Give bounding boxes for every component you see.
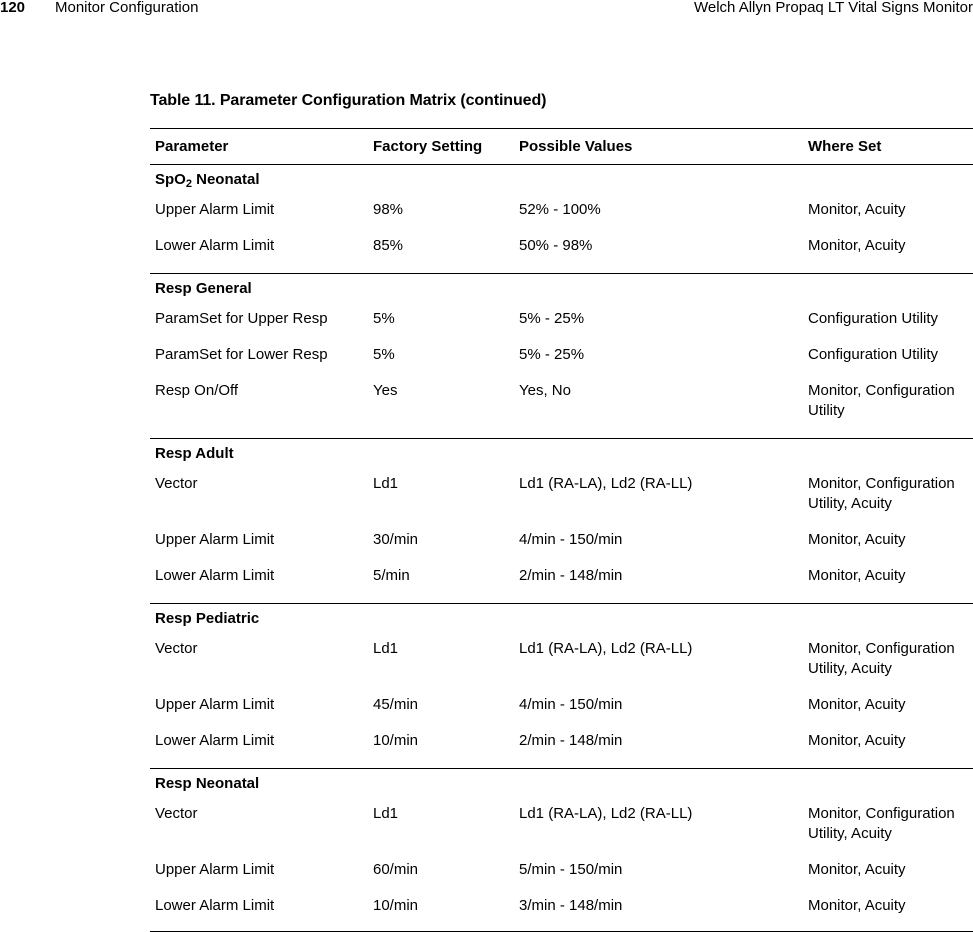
group-title-text: Resp Pediatric [155, 610, 260, 627]
table-group [150, 604, 973, 769]
table-row [150, 340, 973, 376]
table-row [150, 525, 973, 561]
cell-possible-values: 4/min - 150/min [519, 696, 623, 713]
table-row [150, 726, 973, 762]
cell-factory-setting: Yes [373, 382, 398, 399]
cell-where-set: Monitor, Acuity [808, 567, 906, 584]
cell-parameter: Lower Alarm Limit [155, 897, 275, 914]
cell-factory-setting: 98% [373, 201, 404, 218]
table-row [150, 855, 973, 891]
cell-parameter: Lower Alarm Limit [155, 567, 275, 584]
group-title [150, 274, 973, 304]
cell-factory-setting: 10/min [373, 732, 419, 749]
running-header [0, 0, 973, 18]
book-title: Welch Allyn Propaq LT Vital Signs Monitor [693, 0, 973, 16]
page-number: 120 [0, 0, 26, 16]
cell-possible-values: 52% - 100% [519, 201, 601, 218]
table-row [150, 304, 973, 340]
table-row [150, 891, 973, 927]
cell-possible-values: 4/min - 150/min [519, 531, 623, 548]
cell-factory-setting: 5% [373, 310, 395, 327]
cell-possible-values: 50% - 98% [519, 237, 593, 254]
cell-possible-values: Ld1 (RA-LA), Ld2 (RA-LL) [519, 475, 693, 492]
group-title-text: Resp Neonatal [155, 775, 260, 792]
table-row [150, 634, 973, 690]
cell-factory-setting: 45/min [373, 696, 419, 713]
table-row [150, 231, 973, 267]
cell-where-set: Configuration Utility [808, 310, 939, 327]
group-title [150, 439, 973, 469]
cell-where-set: Monitor, Acuity [808, 897, 906, 914]
cell-parameter: Upper Alarm Limit [155, 861, 275, 878]
group-title-suffix: Neonatal [191, 171, 260, 188]
cell-parameter: Lower Alarm Limit [155, 237, 275, 254]
group-title [150, 604, 973, 634]
group-title-subscript: 2 [185, 178, 192, 190]
cell-factory-setting: 30/min [373, 531, 419, 548]
cell-factory-setting: Ld1 [373, 805, 399, 822]
cell-factory-setting: 5% [373, 346, 395, 363]
table-row [150, 561, 973, 597]
cell-where-set: Monitor, Configuration Utility, Acuity [808, 475, 955, 512]
cell-possible-values: 2/min - 148/min [519, 567, 623, 584]
cell-possible-values: Yes, No [519, 382, 571, 399]
group-title [150, 769, 973, 799]
cell-where-set: Monitor, Acuity [808, 201, 906, 218]
cell-parameter: Lower Alarm Limit [155, 732, 275, 749]
section-title: Monitor Configuration [55, 0, 199, 16]
table-body [150, 165, 973, 932]
cell-factory-setting: 85% [373, 237, 404, 254]
column-header-where-set: Where Set [808, 137, 882, 155]
cell-where-set: Monitor, Configuration Utility [808, 382, 955, 419]
cell-possible-values: 5/min - 150/min [519, 861, 623, 878]
cell-parameter: Vector [155, 640, 198, 657]
cell-where-set: Monitor, Acuity [808, 531, 906, 548]
parameter-table [150, 128, 973, 932]
cell-possible-values: 5% - 25% [519, 346, 585, 363]
cell-factory-setting: Ld1 [373, 640, 399, 657]
cell-possible-values: 2/min - 148/min [519, 732, 623, 749]
table-group [150, 274, 973, 439]
table-row [150, 799, 973, 855]
table-group [150, 769, 973, 932]
cell-where-set: Monitor, Acuity [808, 696, 906, 713]
cell-where-set: Monitor, Acuity [808, 237, 906, 254]
table-group [150, 165, 973, 274]
table-group [150, 439, 973, 604]
cell-where-set: Configuration Utility [808, 346, 939, 363]
column-header-possible-values: Possible Values [519, 137, 633, 155]
table-row [150, 376, 973, 432]
cell-parameter: ParamSet for Upper Resp [155, 310, 328, 327]
cell-parameter: Upper Alarm Limit [155, 531, 275, 548]
cell-where-set: Monitor, Configuration Utility, Acuity [808, 640, 955, 677]
cell-parameter: Upper Alarm Limit [155, 696, 275, 713]
cell-where-set: Monitor, Acuity [808, 732, 906, 749]
table-header-row [150, 129, 973, 165]
group-title [150, 165, 973, 195]
cell-factory-setting: 5/min [373, 567, 410, 584]
table-row [150, 469, 973, 525]
column-header-parameter: Parameter [155, 137, 229, 155]
group-title-text: Resp Adult [155, 445, 234, 462]
cell-parameter: Vector [155, 475, 198, 492]
cell-parameter: Upper Alarm Limit [155, 201, 275, 218]
group-title-text: Resp General [155, 280, 252, 297]
cell-parameter: Vector [155, 805, 198, 822]
cell-possible-values: 5% - 25% [519, 310, 585, 327]
cell-parameter: ParamSet for Lower Resp [155, 346, 328, 363]
table-row [150, 690, 973, 726]
group-title-text: SpO [155, 171, 186, 188]
cell-possible-values: Ld1 (RA-LA), Ld2 (RA-LL) [519, 805, 693, 822]
cell-possible-values: Ld1 (RA-LA), Ld2 (RA-LL) [519, 640, 693, 657]
cell-factory-setting: Ld1 [373, 475, 399, 492]
cell-factory-setting: 60/min [373, 861, 419, 878]
cell-possible-values: 3/min - 148/min [519, 897, 623, 914]
cell-factory-setting: 10/min [373, 897, 419, 914]
table-row [150, 195, 973, 231]
table-caption: Table 11. Parameter Configuration Matrix (continued) [150, 92, 547, 109]
column-header-factory-setting: Factory Setting [373, 137, 483, 155]
cell-parameter: Resp On/Off [155, 382, 239, 399]
cell-where-set: Monitor, Acuity [808, 861, 906, 878]
cell-where-set: Monitor, Configuration Utility, Acuity [808, 805, 955, 842]
